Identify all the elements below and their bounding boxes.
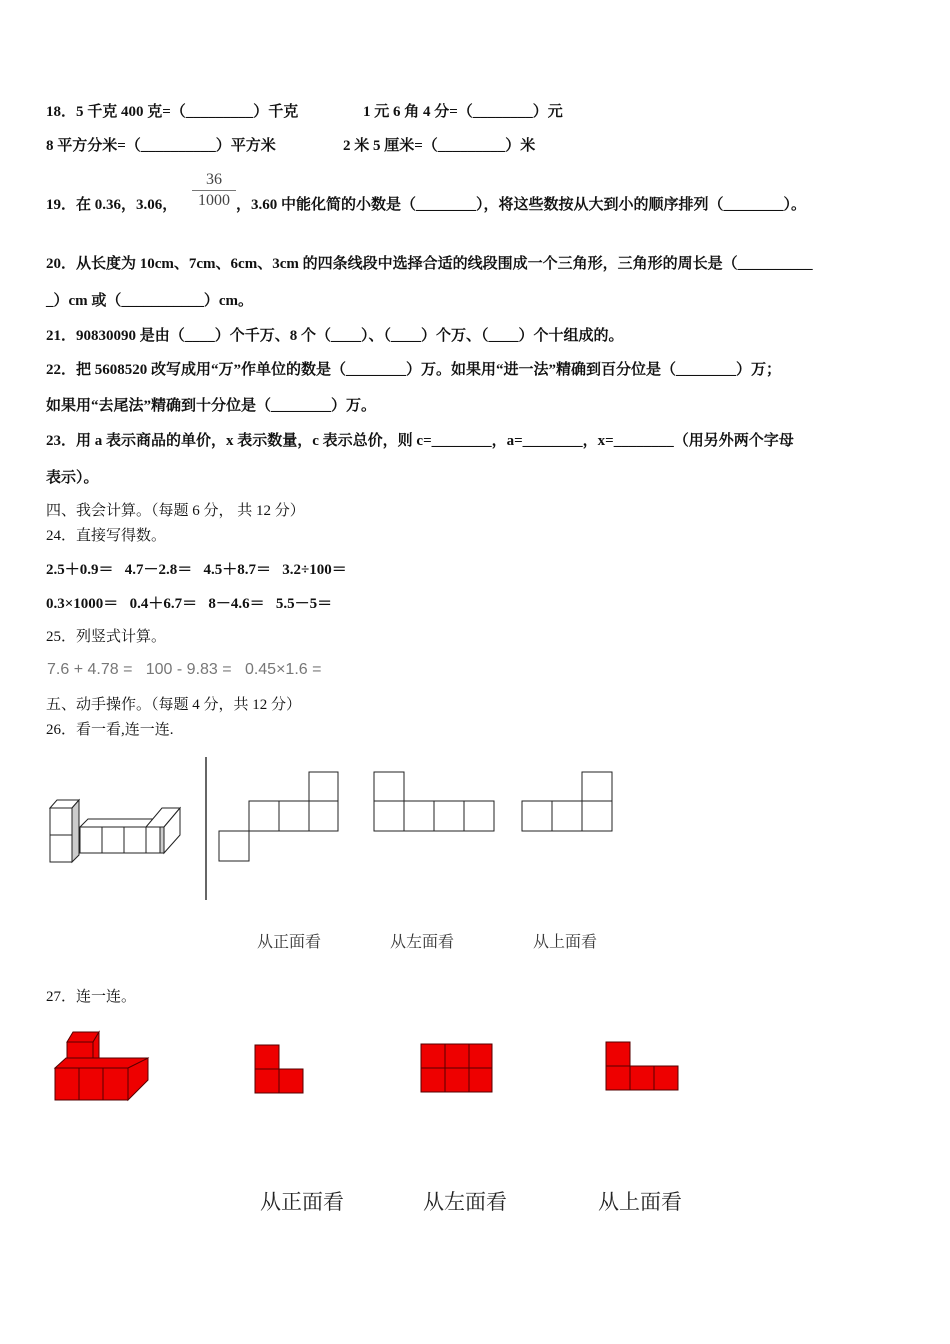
q21: 21．90830090 是由（____）个千万、8 个（____）、（____）个万、（____）个十组成的。 bbox=[46, 328, 624, 344]
q27-label-front: 从正面看 bbox=[260, 1190, 344, 1214]
q26-label-front: 从正面看 bbox=[257, 932, 322, 951]
calc-item: 2.5＋0.9＝ bbox=[46, 562, 114, 578]
calc-item: 8－4.6＝ bbox=[208, 596, 265, 612]
q26-label-left: 从左面看 bbox=[390, 932, 455, 951]
q24-title: 24．直接写得数。 bbox=[46, 528, 167, 544]
q26-view-a bbox=[219, 772, 338, 861]
q20-line1: 20．从长度为 10cm、7cm、6cm、3cm 的四条线段中选择合适的线段围成一个三角形，三角形的周长是（__________ bbox=[46, 256, 813, 272]
q22-line2: 如果用“去尾法”精确到十分位是（________）万。 bbox=[46, 398, 377, 414]
q27-label-top: 从上面看 bbox=[598, 1190, 682, 1214]
q18-part4: 2 米 5 厘米=（_________）米 bbox=[343, 138, 536, 154]
calc-item: 0.4＋6.7＝ bbox=[129, 596, 198, 612]
q23-line1: 23．用 a 表示商品的单价，x 表示数量，c 表示总价，则 c=________，a=________，x=________（用另外两个字母 bbox=[46, 433, 794, 449]
q27-red-solid bbox=[55, 1032, 148, 1100]
calc-item: 4.7－2.8＝ bbox=[124, 562, 193, 578]
calc-item: 5.5－5＝ bbox=[275, 596, 333, 612]
fraction-numerator: 36 bbox=[192, 170, 236, 191]
q25-title: 25．列竖式计算。 bbox=[46, 629, 167, 645]
calc-item: 0.3×1000＝ bbox=[46, 596, 119, 612]
vertical-calc-item: 0.45×1.6 = bbox=[244, 661, 322, 678]
q27-view-c bbox=[606, 1042, 678, 1090]
q26-label-top: 从上面看 bbox=[533, 932, 598, 951]
calc-item: 4.5＋8.7＝ bbox=[203, 562, 272, 578]
q27-label-left: 从左面看 bbox=[423, 1190, 507, 1214]
q26-view-b bbox=[374, 772, 494, 831]
q19-pre: 19．在 0.36，3.06， bbox=[46, 197, 178, 213]
vertical-calc-item: 7.6 + 4.78 = bbox=[47, 661, 133, 678]
section-5-heading: 五、动手操作。（每题 4 分，共 12 分） bbox=[46, 697, 302, 713]
q27-view-b bbox=[421, 1044, 492, 1092]
q18-part3: 8 平方分米=（__________）平方米 bbox=[46, 138, 276, 154]
q22-line1: 22．把 5608520 改写成用“万”作单位的数是（________）万。如果用“进一法”精确到百分位是（________）万； bbox=[46, 362, 782, 378]
q18-part1: 18．5 千克 400 克=（_________）千克 bbox=[46, 104, 299, 120]
q20-line2: _）cm 或（___________）cm。 bbox=[46, 293, 254, 309]
calc-item: 3.2÷100＝ bbox=[282, 562, 347, 578]
q27-view-a bbox=[255, 1045, 303, 1093]
q18-part2: 1 元 6 角 4 分=（________）元 bbox=[363, 104, 563, 120]
q27-title: 27．连一连。 bbox=[46, 989, 137, 1005]
q23-line2: 表示）。 bbox=[46, 470, 99, 486]
fraction-denominator: 1000 bbox=[198, 192, 230, 209]
section-4-heading: 四、我会计算。（每题 6 分， 共 12 分） bbox=[46, 503, 305, 519]
vertical-calc-item: 100 - 9.83 = bbox=[145, 661, 232, 678]
q26-title: 26．看一看,连一连. bbox=[46, 722, 174, 738]
q26-cube-solid bbox=[50, 800, 180, 862]
q19-post: ，3.60 中能化简的小数是（________），将这些数按从大到小的顺序排列（________）。 bbox=[236, 197, 807, 213]
q26-view-c bbox=[522, 772, 612, 831]
